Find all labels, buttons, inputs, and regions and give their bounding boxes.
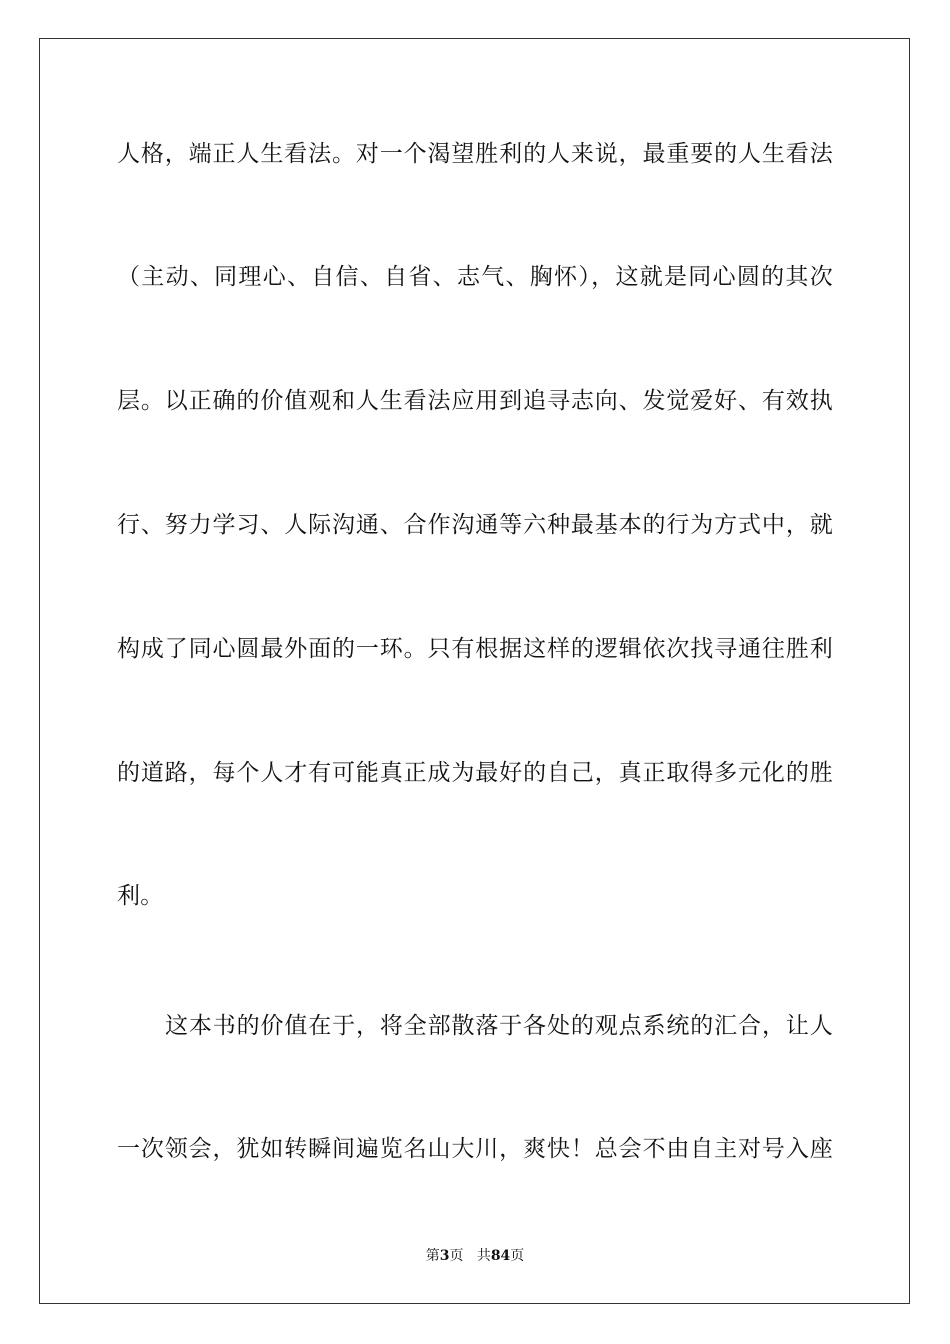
total-suffix: 页 [510, 1248, 525, 1264]
body-text-line: 人格，端正人生看法。对一个渴望胜利的人来说，最重要的人生看法 [117, 141, 833, 167]
body-text-line: 构成了同心圆最外面的一环。只有根据这样的逻辑依次找寻通往胜利 [117, 636, 833, 662]
total-prefix: 共 [476, 1248, 491, 1264]
page-footer [0, 1246, 950, 1266]
page-suffix: 页 [449, 1248, 464, 1264]
page-number: 3 [439, 1248, 450, 1264]
body-text-line: 层。以正确的价值观和人生看法应用到追寻志向、发觉爱好、有效执 [117, 388, 833, 414]
body-text-line: 的道路，每个人才有可能真正成为最好的自己，真正取得多元化的胜 [117, 760, 833, 786]
body-text-line: 一次领会，犹如转瞬间遍览名山大川，爽快！总会不由自主对号入座 [117, 1136, 833, 1162]
body-text-line: （主动、同理心、自信、自省、志气、胸怀），这就是同心圆的其次 [117, 264, 833, 290]
body-text-line: 行、努力学习、人际沟通、合作沟通等六种最基本的行为方式中，就 [117, 512, 833, 538]
body-text-line: 利。 [117, 883, 164, 909]
total-pages: 84 [490, 1248, 511, 1264]
paragraph-first-line: 这本书的价值在于，将全部散落于各处的观点系统的汇合，让人 [165, 1013, 833, 1039]
page-border [39, 38, 910, 1304]
page-prefix: 第 [425, 1248, 440, 1264]
